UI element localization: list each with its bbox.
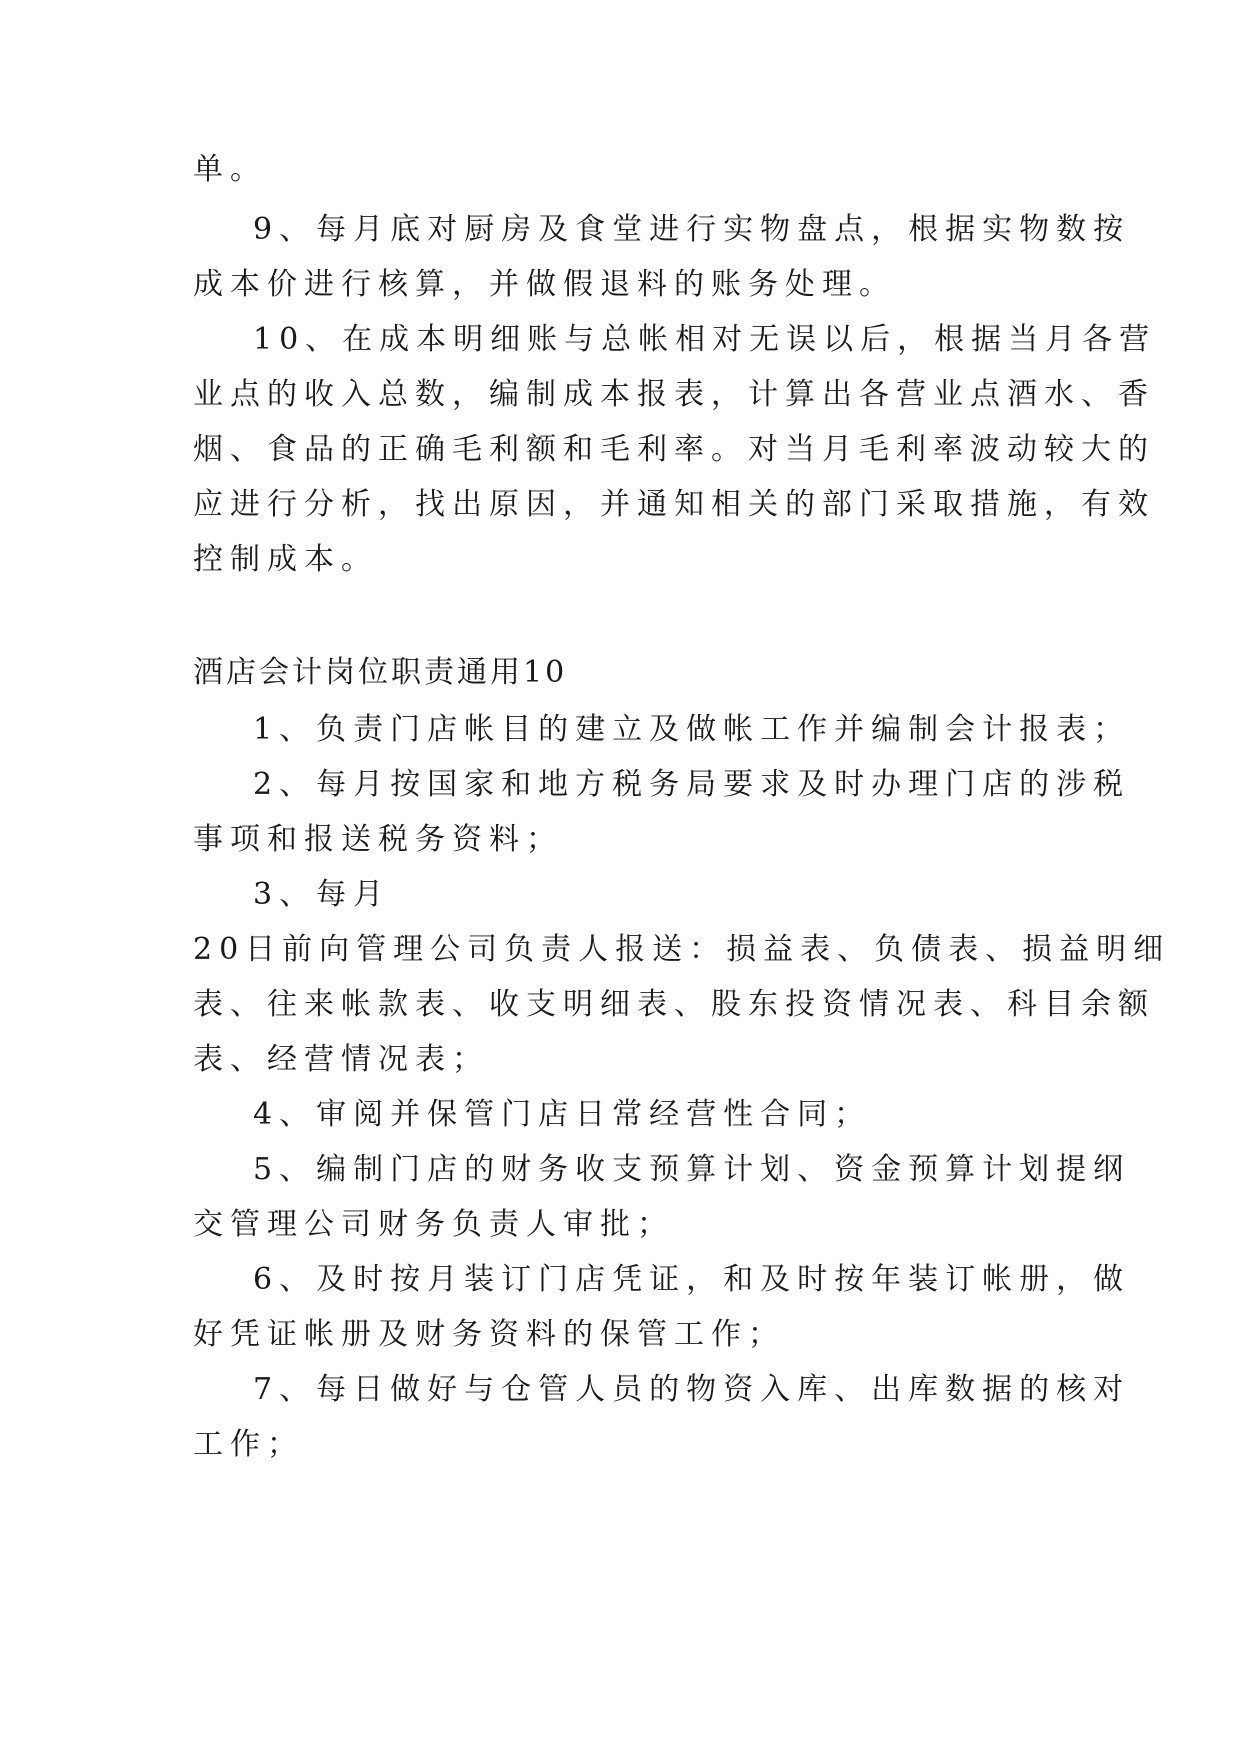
text-line: 应进行分析，找出原因，并通知相关的部门采取措施，有效 bbox=[193, 487, 1155, 522]
text-line: 表、经营情况表； bbox=[193, 1042, 489, 1077]
text-line: 成本价进行核算，并做假退料的账务处理。 bbox=[193, 267, 896, 302]
text-line: 2、每月按国家和地方税务局要求及时办理门店的涉税 bbox=[253, 767, 1131, 802]
text-line: 7、每日做好与仓管人员的物资入库、出库数据的核对 bbox=[253, 1372, 1131, 1407]
text-line: 控制成本。 bbox=[193, 542, 378, 577]
text-line: 1、负责门店帐目的建立及做帐工作并编制会计报表； bbox=[253, 712, 1131, 747]
text-line: 表、往来帐款表、收支明细表、股东投资情况表、科目余额 bbox=[193, 987, 1155, 1022]
text-line: 单。 bbox=[193, 152, 267, 187]
text-line: 4、审阅并保管门店日常经营性合同； bbox=[253, 1097, 872, 1132]
section-heading: 酒店会计岗位职责通用10 bbox=[193, 655, 568, 690]
text-line: 好凭证帐册及财务资料的保管工作； bbox=[193, 1317, 785, 1352]
text-line: 3、每月 bbox=[253, 877, 391, 912]
text-line: 20日前向管理公司负责人报送：损益表、负债表、损益明细 bbox=[193, 932, 1171, 967]
text-line: 交管理公司财务负责人审批； bbox=[193, 1207, 674, 1242]
text-line: 10、在成本明细账与总帐相对无误以后，根据当月各营 bbox=[253, 322, 1157, 357]
text-line: 工作； bbox=[193, 1427, 304, 1462]
text-line: 业点的收入总数，编制成本报表，计算出各营业点酒水、香 bbox=[193, 377, 1155, 412]
text-line: 事项和报送税务资料； bbox=[193, 822, 563, 857]
text-line: 6、及时按月装订门店凭证，和及时按年装订帐册，做 bbox=[253, 1262, 1131, 1297]
text-line: 烟、食品的正确毛利额和毛利率。对当月毛利率波动较大的 bbox=[193, 432, 1155, 467]
text-line: 9、每月底对厨房及食堂进行实物盘点，根据实物数按 bbox=[253, 212, 1131, 247]
text-line: 5、编制门店的财务收支预算计划、资金预算计划提纲 bbox=[253, 1152, 1131, 1187]
